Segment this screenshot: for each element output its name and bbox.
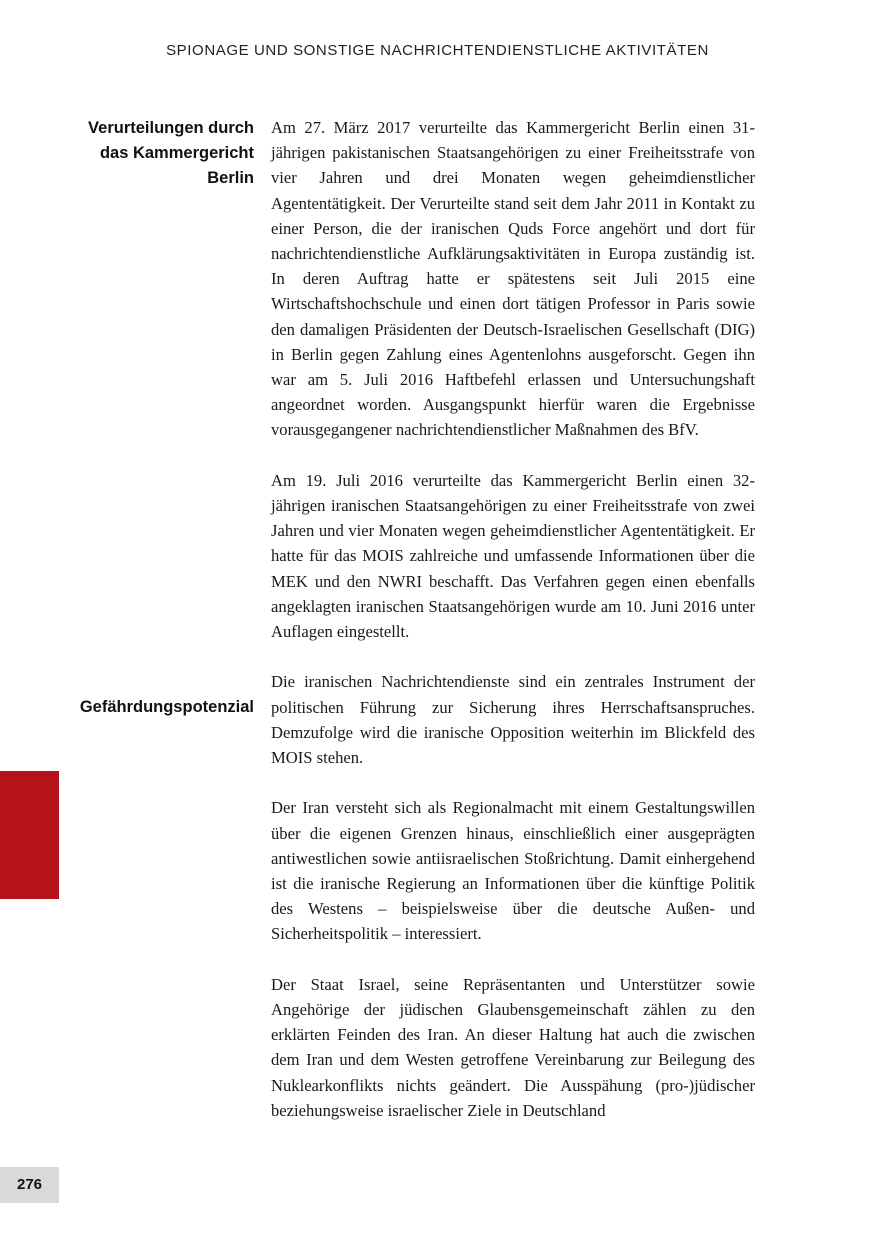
side-heading-gefaehrdungspotenzial: Gefährdungspotenzial: [79, 698, 254, 716]
page-number: 276: [0, 1167, 59, 1203]
paragraph-nachrichtendienste: Die iranischen Nachrichtendienste sind ein zentrales Instrument der politischen Führung zur Sicherung ihres Herrschaftsanspruches. Demzufolge wird die iranische Opposition weiterhin im Blickfeld des MOIS stehen.: [271, 672, 755, 768]
paragraph-verurteilung-2016: Am 19. Juli 2016 verurteilte das Kammergericht Berlin einen 32-jährigen iranischen Staatsangehörigen zu einer Freiheitsstrafe von zwei Jahren und vier Monaten wegen geheimdienstlicher Agententätigkeit. Er hatte für das MOIS zahlreiche und umfassende Informationen über die MEK und den NWRI beschafft. Das Verfahren gegen einen ebenfalls angeklagten iranischen Staatsangehörigen wurde am 10. Juni 2016 unter Auflagen eingestellt.: [271, 470, 755, 642]
running-header: SPIONAGE UND SONSTIGE NACHRICHTENDIENSTLICHE AKTIVITÄTEN: [166, 42, 709, 59]
main-text-column: [271, 115, 755, 1148]
paragraph-israel: Der Staat Israel, seine Repräsentanten und Unterstützer sowie Angehörige der jüdischen Glaubensgemeinschaft zählen zu den erklärten Feinden des Iran. An dieser Haltung hat auch die zwischen dem Iran und dem Westen getroffene Vereinbarung zur Beilegung des Nuklearkonflikts nichts geändert. Die Ausspähung (pro-)jüdischer beziehungsweise israelischer Ziele in Deutschland: [271, 974, 755, 1120]
paragraph-regionalmacht: Der Iran versteht sich als Regionalmacht mit einem Gestaltungswillen über die eigenen Grenzen hinaus, einschließlich einer ausgeprägten antiwestlichen sowie antiisraelischen Stoßrichtung. Damit einhergehend ist die iranische Regierung an Informationen über die künftige Politik des Westens – beispielsweise über die deutsche Außen- und Sicherheitspolitik – interessiert.: [271, 798, 755, 944]
side-heading-verurteilungen: Verurteilungen durch das Kammergericht Berlin: [88, 119, 254, 188]
paragraph-verurteilung-2017: Am 27. März 2017 verurteilte das Kammergericht Berlin einen 31-jährigen pakistanischen Staatsangehörigen zu einer Freiheitsstrafe von vier Jahren und drei Monaten wegen geheimdienstlicher Agententätigkeit. Der Verurteilte stand seit dem Jahr 2011 in Kontakt zu einer Person, die der iranischen Quds Force angehört und dort für nachrichtendienstliche Aufklärungsaktivitäten in Europa zuständig ist. In deren Auftrag hatte er spätestens seit Juli 2015 eine Wirtschaftshochschule und einen dort tätigen Professor in Paris sowie den damaligen Präsidenten der Deutsch-Israelischen Gesellschaft (DIG) in Berlin gegen Zahlung eines Agentenlohns ausgeforscht. Gegen ihn war am 5. Juli 2016 Haftbefehl erlassen und Untersuchungshaft angeordnet worden. Ausgangspunkt hierfür waren die Ergebnisse vorausgegangener nachrichtendienstlicher Maßnahmen des BfV.: [271, 118, 755, 440]
chapter-marker-tab: [0, 771, 59, 899]
